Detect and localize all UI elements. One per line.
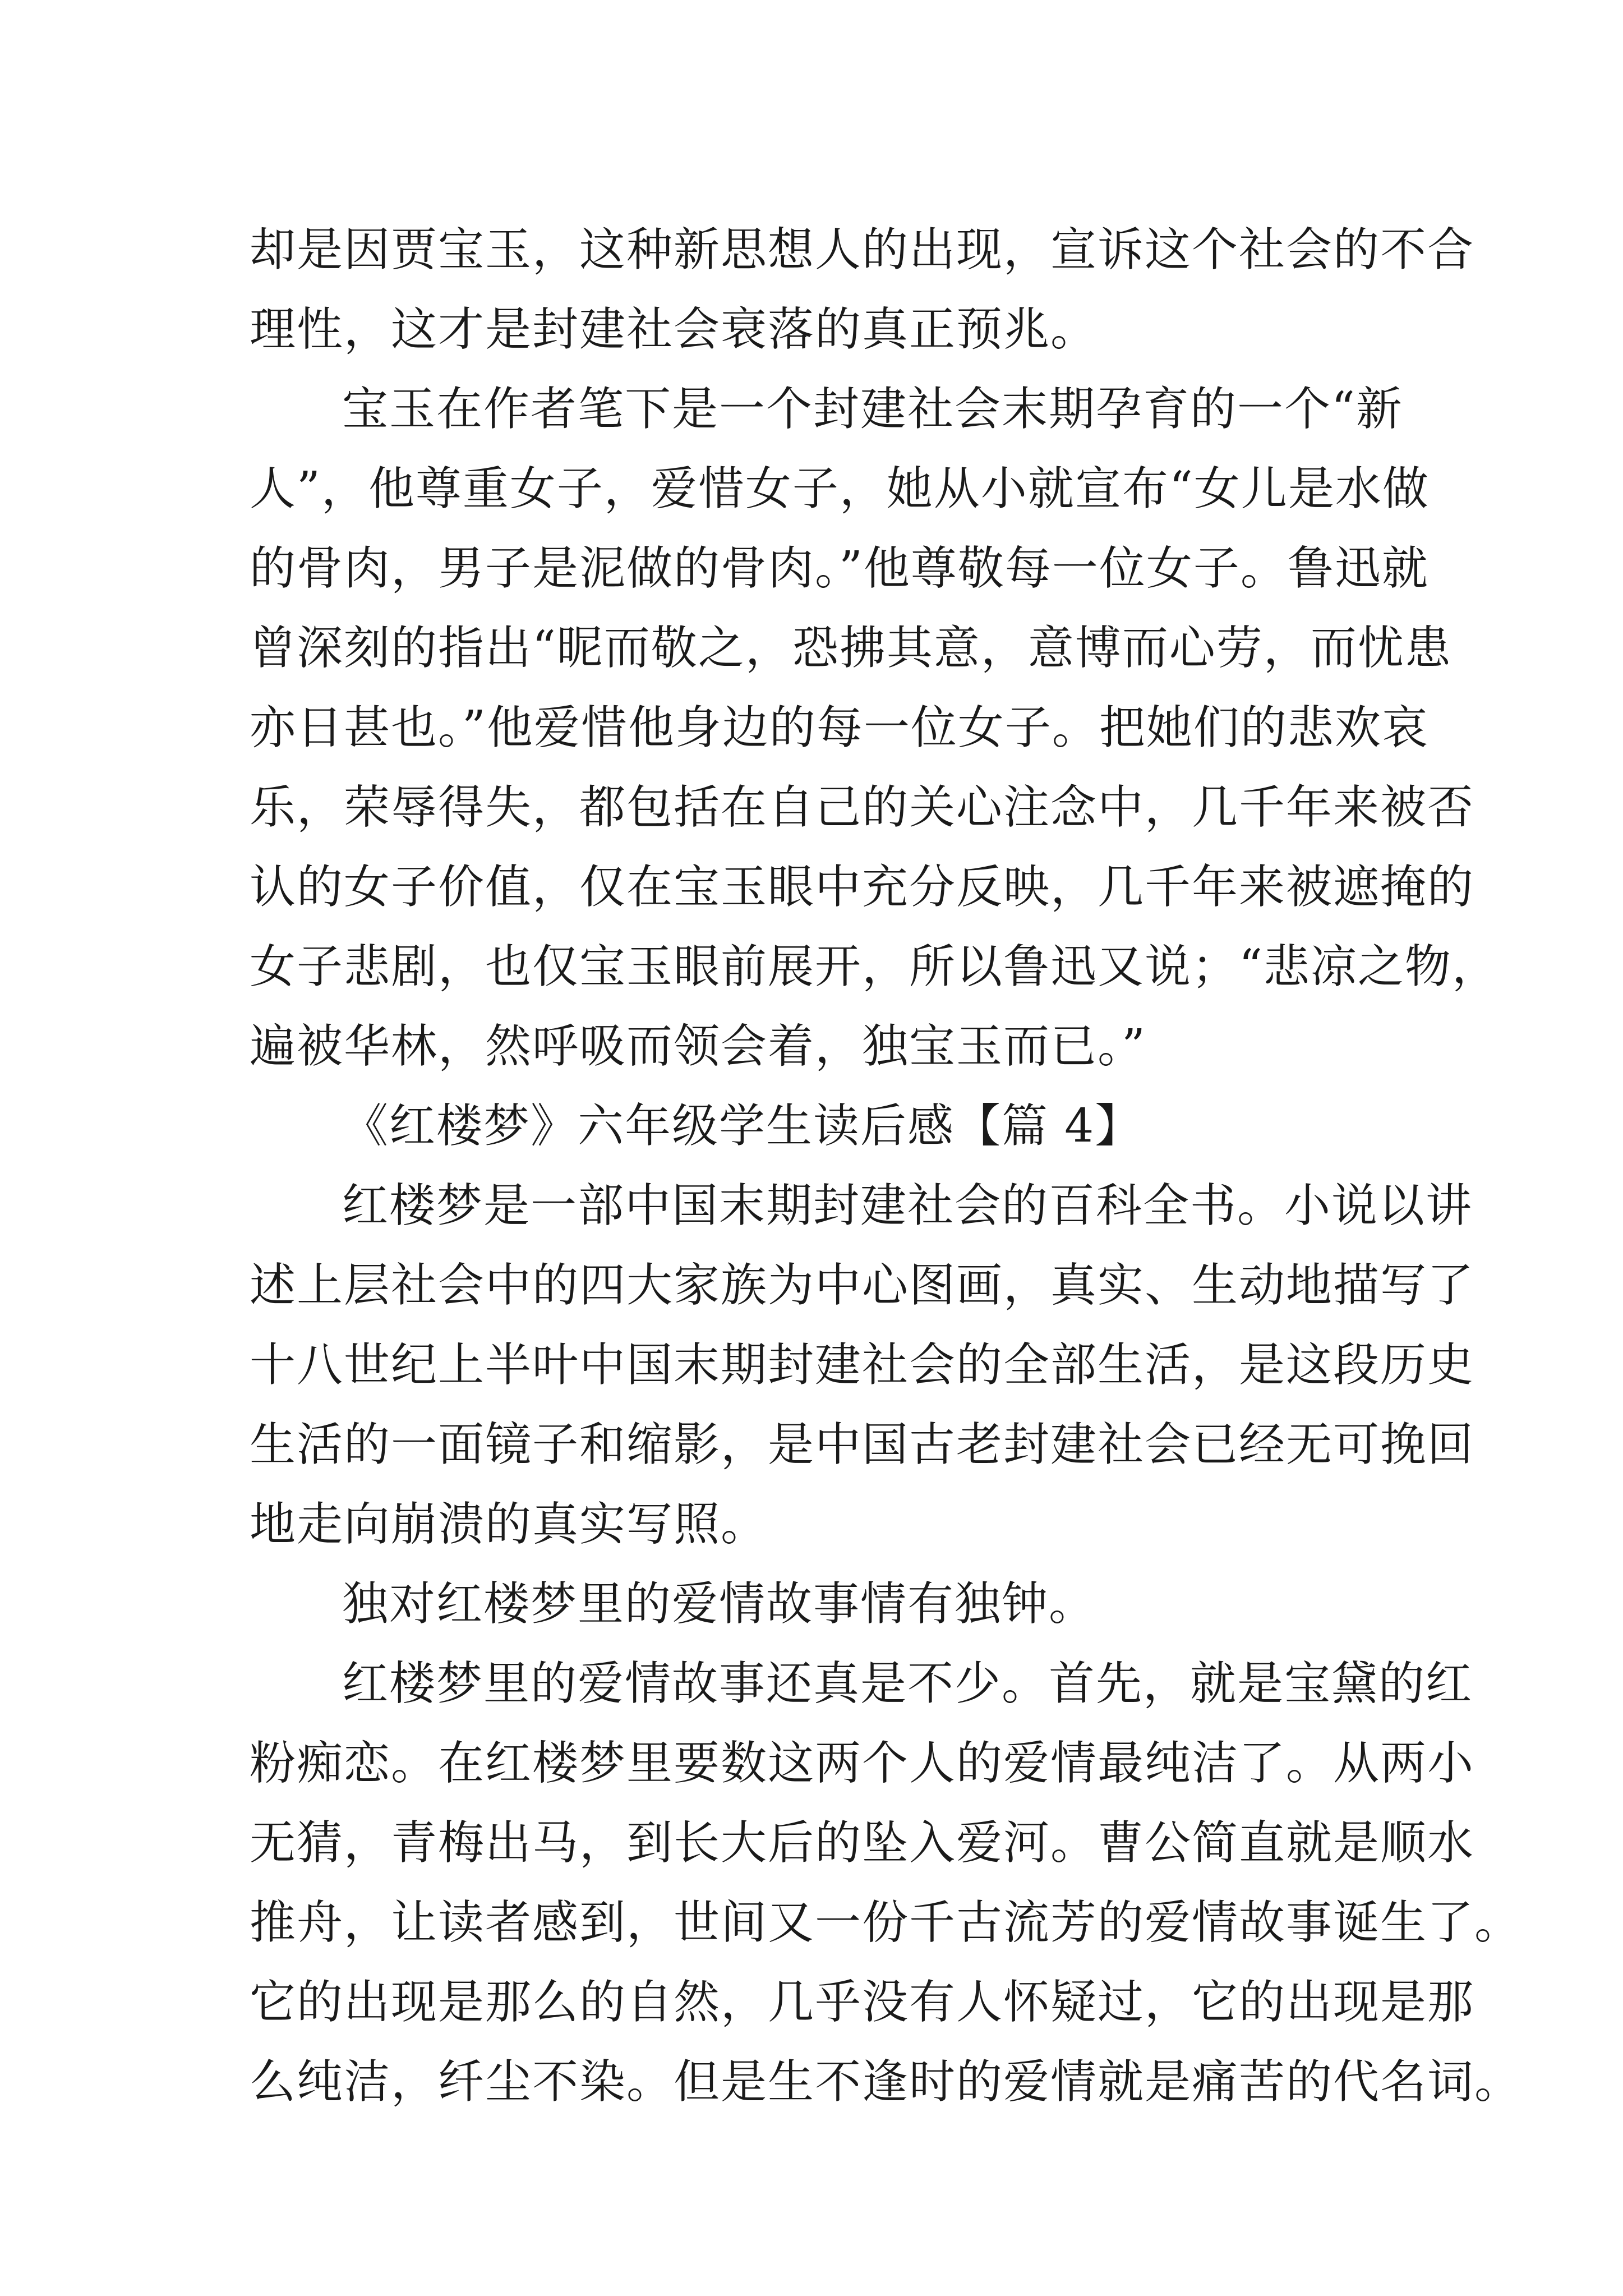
paragraph-start-line: 宝玉在作者笔下是一个封建社会末期孕育的一个“新 xyxy=(342,383,1403,436)
text-line: 理性，这才是封建社会衰落的真正预兆。 xyxy=(250,303,1098,356)
text-line: 述上层社会中的四大家族为中心图画，真实、生动地描写了 xyxy=(250,1259,1475,1312)
text-line: 地走向崩溃的真实写照。 xyxy=(250,1498,768,1551)
paragraph-start-line: 独对红楼梦里的爱情故事情有独钟。 xyxy=(342,1577,1096,1631)
text-line: 粉痴恋。在红楼梦里要数这两个人的爱情最纯洁了。从两小 xyxy=(250,1737,1475,1790)
text-line: 遍被华林，然呼吸而领会着，独宝玉而已。” xyxy=(250,1020,1146,1073)
text-line: 么纯洁，纤尘不染。但是生不逢时的爱情就是痛苦的代名词。 xyxy=(250,2055,1522,2109)
text-line: 却是因贾宝玉，这种新思想人的出现，宣诉这个社会的不合 xyxy=(250,223,1475,277)
section-heading: 《红楼梦》六年级学生读后感【篇 4】 xyxy=(342,1099,1142,1153)
paragraph-start-line: 红楼梦里的爱情故事还真是不少。首先，就是宝黛的红 xyxy=(342,1657,1473,1710)
text-line: 十八世纪上半叶中国末期封建社会的全部生活，是这段历史 xyxy=(250,1338,1475,1392)
text-line: 它的出现是那么的自然，几乎没有人怀疑过，它的出现是那 xyxy=(250,1976,1475,2029)
text-line: 亦日甚也。”他爱惜他身边的每一位女子。把她们的悲欢哀 xyxy=(250,701,1429,754)
text-line: 无猜，青梅出马，到长大后的坠入爱河。曹公简直就是顺水 xyxy=(250,1816,1475,1870)
text-line: 乐，荣辱得失，都包括在自己的关心注念中，几千年来被否 xyxy=(250,781,1475,834)
paragraph-start-line: 红楼梦是一部中国末期封建社会的百科全书。小说以讲 xyxy=(342,1179,1473,1232)
text-line: 生活的一面镜子和缩影，是中国古老封建社会已经无可挽回 xyxy=(250,1418,1475,1471)
text-line: 的骨肉，男子是泥做的骨肉。”他尊敬每一位女子。鲁迅就 xyxy=(250,542,1429,595)
text-line: 推舟，让读者感到，世间又一份千古流芳的爱情故事诞生了。 xyxy=(250,1896,1522,1949)
text-line: 人”，他尊重女子，爱惜女子，她从小就宣布“女儿是水做 xyxy=(250,462,1430,516)
document-body xyxy=(250,210,1522,2122)
text-line: 认的女子价值，仅在宝玉眼中充分反映，几千年来被遮掩的 xyxy=(250,861,1475,914)
text-line: 女子悲剧，也仅宝玉眼前展开，所以鲁迅又说；“悲凉之物， xyxy=(250,940,1499,993)
text-line: 曾深刻的指出“昵而敬之，恐拂其意，意博而心劳，而忧患 xyxy=(250,622,1452,675)
